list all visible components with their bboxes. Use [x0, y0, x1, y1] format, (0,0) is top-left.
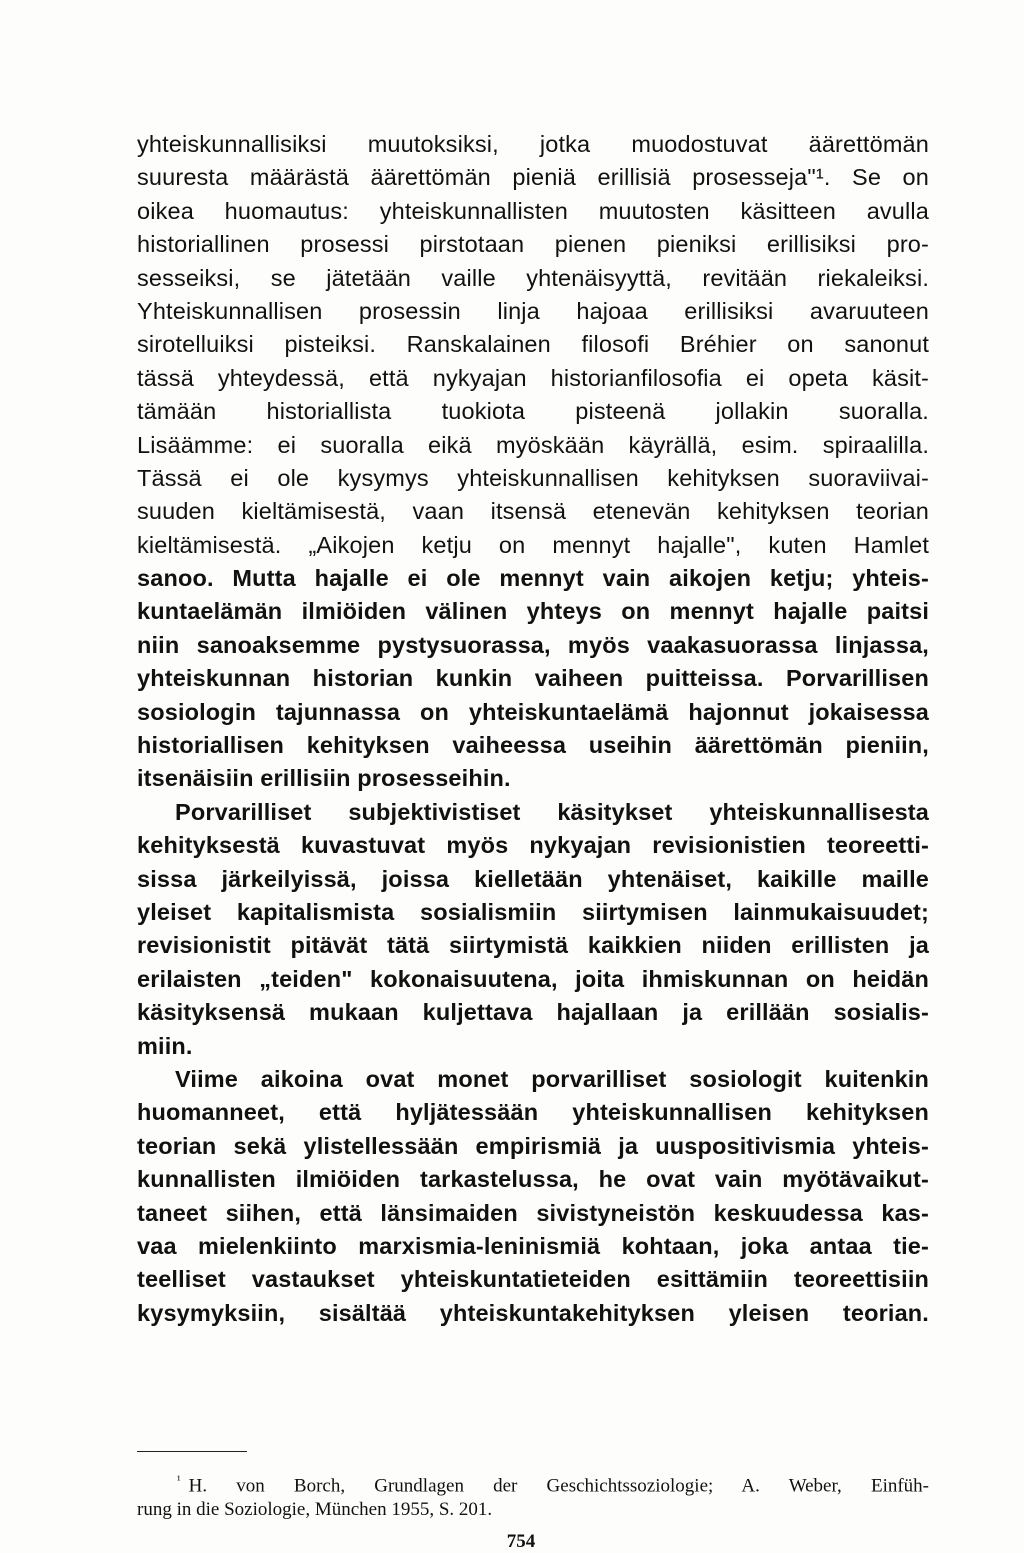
- text-line: sanoo. Mutta hajalle ei ole mennyt vain aikojen ketju; yhteis-: [137, 565, 929, 592]
- footnote-line: [137, 1468, 929, 1498]
- text-line: historiallisen kehityksen vaiheessa useihin äärettömän pieniin,: [137, 732, 929, 759]
- page-number-text: 754: [506, 1531, 536, 1552]
- text-line: sosiologin tajunnassa on yhteiskuntaelämä hajonnut jokaisessa: [137, 698, 929, 725]
- text-line: miin.: [137, 1032, 193, 1059]
- text-line: kehityksestä kuvastuvat myös nykyajan revisionistien teoreetti-: [137, 832, 929, 859]
- footnote-line: rung in die Soziologie, München 1955, S. 201.: [137, 1499, 493, 1521]
- text-line: Yhteiskunnallisen prosessin linja hajoaa erillisiksi avaruuteen: [137, 297, 929, 324]
- page-number: [0, 1532, 1024, 1552]
- text-line: kunnallisten ilmiöiden tarkastelussa, he ovat vain myötävaikut-: [137, 1166, 929, 1193]
- text-line: teorian sekä ylistellessään empirismiä ja uuspositivismia yhteis-: [137, 1132, 929, 1159]
- text-line: historiallinen prosessi pirstotaan pienen pieniksi erillisiksi pro-: [137, 231, 929, 258]
- text-line: itsenäisiin erillisiin prosesseihin.: [137, 765, 511, 792]
- text-line: Tässä ei ole kysymys yhteiskunnallisen kehityksen suoraviivai-: [137, 464, 929, 491]
- text-line: teelliset vastaukset yhteiskuntatieteiden esittämiin teoreettisiin: [137, 1266, 929, 1293]
- text-line: käsityksensä mukaan kuljettava hajallaan ja erillään sosialis-: [137, 999, 929, 1026]
- text-line: revisionistit pitävät tätä siirtymistä kaikkien niiden erillisten ja: [137, 932, 929, 959]
- text-line: kieltämisestä. „Aikojen ketju on mennyt hajalle", kuten Hamlet: [137, 531, 929, 558]
- text-line: suuresta määrästä äärettömän pieniä erillisiä prosesseja"¹. Se on: [137, 164, 929, 191]
- body-text: [137, 128, 929, 1330]
- text-line: huomanneet, että hyljätessään yhteiskunnallisen kehityksen: [137, 1099, 929, 1126]
- text-line: Lisäämme: ei suoralla eikä myöskään käyrällä, esim. spiraalilla.: [137, 431, 929, 458]
- text-line: yhteiskunnallisiksi muutoksiksi, jotka muodostuvat äärettömän: [137, 131, 929, 157]
- text-line: oikea huomautus: yhteiskunnallisten muutosten käsitteen avulla: [137, 197, 929, 224]
- text-line: kuntaelämän ilmiöiden välinen yhteys on mennyt hajalle paitsi: [137, 598, 929, 625]
- text-line: erilaisten „teiden" kokonaisuutena, joita ihmiskunnan on heidän: [137, 965, 929, 992]
- text-line: yleiset kapitalismista sosialismiin siirtymisen lainmukaisuudet;: [137, 898, 929, 925]
- text-line: sesseiksi, se jätetään vaille yhtenäisyyttä, revitään riekaleiksi.: [137, 264, 929, 291]
- footnote-divider: [137, 1451, 247, 1452]
- text-line: suuden kieltämisestä, vaan itsensä etenevän kehityksen teorian: [137, 498, 929, 525]
- text-line: taneet siihen, että länsimaiden sivistyneistön keskuudessa kas-: [137, 1199, 929, 1226]
- text-line: kysymyksiin, sisältää yhteiskuntakehityksen yleisen teorian.: [137, 1299, 929, 1326]
- text-line: tämään historiallista tuokiota pisteenä jollakin suoralla.: [137, 398, 929, 425]
- text-line: yhteiskunnan historian kunkin vaiheen puitteissa. Porvarillisen: [137, 665, 929, 692]
- text-line: tässä yhteydessä, että nykyajan historianfilosofia ei opeta käsit-: [137, 364, 929, 391]
- text-line: niin sanoaksemme pystysuorassa, myös vaakasuorassa linjassa,: [137, 631, 929, 658]
- footnote-text: H. von Borch, Grundlagen der Geschichtssoziologie; A. Weber, Einfüh-: [188, 1475, 929, 1497]
- text-line: sissa järkeilyissä, joissa kielletään yhtenäiset, kaikille maille: [137, 865, 929, 892]
- text-line: sirotelluiksi pisteiksi. Ranskalainen filosofi Bréhier on sanonut: [137, 331, 929, 358]
- footnote: [137, 1468, 929, 1522]
- paragraph-start-line: Porvarilliset subjektivistiset käsitykset yhteiskunnallisesta: [175, 798, 929, 825]
- paragraph-start-line: Viime aikoina ovat monet porvarilliset sosiologit kuitenkin: [175, 1065, 929, 1092]
- text-line: vaa mielenkiinto marxismia-leninismiä kohtaan, joka antaa tie-: [137, 1232, 929, 1259]
- footnote-mark: ¹: [177, 1473, 181, 1487]
